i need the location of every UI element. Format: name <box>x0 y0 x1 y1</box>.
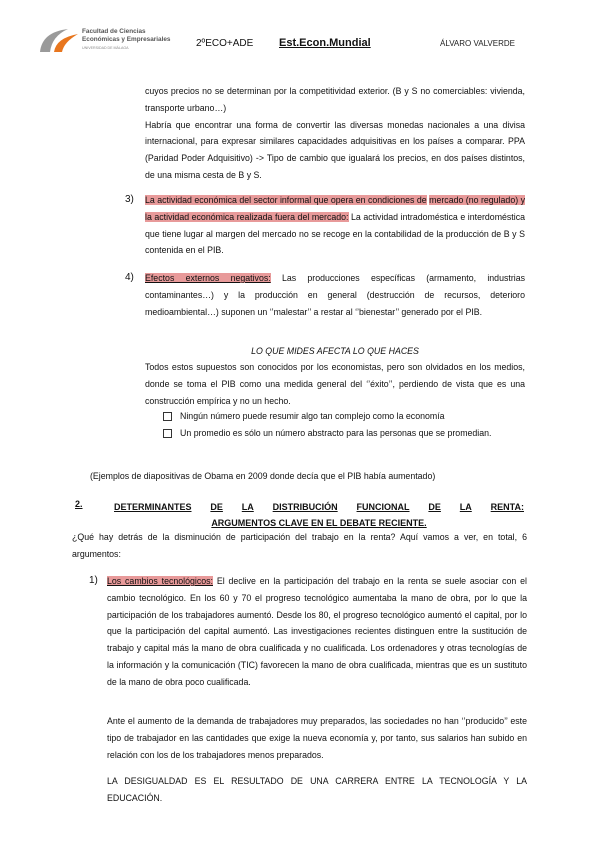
lo-que-mides-text: Todos estos supuestos son conocidos por los economistas, pero son olvidados en los medios, donde se toma el PIB como una medida general del ‘’éxito’’, perdiendo de vista que es una construcción empírica y no un hecho. <box>145 362 525 406</box>
item-4-number: 4) <box>125 272 134 283</box>
logo-subtitle: UNIVERSIDAD DE MÁLAGA <box>82 46 129 50</box>
item-3-highlight-b: mercado (no regulado) y la actividad económica realizada fuera del mercado: <box>145 195 525 222</box>
item-3-number: 3) <box>125 194 134 205</box>
item-1-highlight: Los cambios tecnológicos: <box>107 576 213 586</box>
intro-paragraph-1: cuyos precios no se determinan por la competitividad exterior. (B y S no comerciables: vivienda, transporte urbano…) <box>145 86 525 113</box>
author-name: ÁLVARO VALVERDE <box>440 39 515 48</box>
section-2-title-word: LA <box>459 502 472 512</box>
item-3-highlight-a: La actividad económica del sector informal que opera en condiciones de <box>145 195 427 205</box>
section-2-intro: ¿Qué hay detrás de la disminución de participación del trabajo en la renta? Aquí vamos a ver, en total, 6 argumentos: <box>72 532 527 559</box>
item-1-paragraph-3: LA DESIGUALDAD ES EL RESULTADO DE UNA CARRERA ENTRE LA TECNOLOGÍA Y LA EDUCACIÓN. <box>107 776 527 803</box>
section-2-title-word: LA <box>241 502 254 512</box>
item-1-number: 1) <box>89 575 98 586</box>
section-2-title-word: DE <box>210 502 223 512</box>
section-2-title-word: DE <box>428 502 441 512</box>
item-4-rest: Las producciones específicas (armamento, industrias contaminantes…) y la producción en general (destrucción de recursos, deterioro medioambiental…) suponen un ‘’malestar’’ a restar al ‘’bienestar’’ generado por el PIB. <box>145 273 525 317</box>
item-3-text <box>145 192 525 259</box>
intro-block <box>145 83 525 184</box>
section-2-title-word: DETERMINANTES <box>114 502 192 512</box>
logo-line-2: Económicas y Empresariales <box>82 36 171 43</box>
section-2-title <box>114 499 524 531</box>
bullet-1-text: Ningún número puede resumir algo tan complejo como la economía <box>180 411 445 421</box>
logo-swoosh-icon <box>38 26 80 56</box>
item-4-highlight: Efectos externos negativos: <box>145 273 271 283</box>
section-2-title-word: FUNCIONAL <box>356 502 410 512</box>
item-1-paragraph-2: Ante el aumento de la demanda de trabajadores muy preparados, las sociedades no han ‘’producido’’ este tipo de trabajador en las cantidades que exige la nueva economía y, por tanto, sus salarios han subido en relación con los de los trabajadores menos preparados. <box>107 716 527 760</box>
section-2-title-line-2: ARGUMENTOS CLAVE EN EL DEBATE RECIENTE. <box>211 518 427 528</box>
item-1-rest: El declive en la participación del trabajo en la renta se suele asociar con el cambio tecnológico. En los 60 y 70 el progreso tecnológico aumentaba la mano de obra, por lo que la participación de los trabajadores aumentó. Desde los 80, el progreso tecnológico aumentó el capital, por lo que la participación del capital aumentó. Las investigaciones recientes distinguen entre la sustitución de trabajo y capital más la mano de obra cualificada y no cualificada. Los ordenadores y otras tecnologías de la información y la comunicación (TIC) favorecen la mano de obra cualificada, mientras que es un sustituto de la mano de obra poco cualificada. <box>107 576 527 687</box>
lo-que-mides-title: LO QUE MIDES AFECTA LO QUE HACES <box>251 346 419 356</box>
section-2-title-word: DISTRIBUCIÓN <box>272 502 338 512</box>
intro-paragraph-2: Habría que encontrar una forma de convertir las diversas monedas nacionales a una divisa internacional, para expresar similares capacidades adquisitivas en los países a comparar. PPA (Paridad Poder Adquisitivo) -> Tipo de cambio que igualará los precios, en dos países distintos, de una misma cesta de B y S. <box>145 119 525 180</box>
course-code: 2ºECO+ADE <box>196 38 254 49</box>
checkbox-icon <box>163 412 172 421</box>
item-1-text <box>107 573 527 691</box>
checkbox-icon <box>163 429 172 438</box>
course-name: Est.Econ.Mundial <box>279 37 371 49</box>
item-4-text <box>145 270 525 320</box>
item-3-rest: La actividad intradoméstica e interdoméstica que tiene lugar al margen del mercado no se recoge en la contabilidad de la producción de B y S contenida en el PIB. <box>145 211 525 256</box>
logo-line-1: Facultad de Ciencias <box>82 28 146 35</box>
obama-note: (Ejemplos de diapositivas de Obama en 2009 donde decía que el PIB había aumentado) <box>90 471 436 481</box>
section-2-number: 2. <box>75 499 83 509</box>
bullet-2-text: Un promedio es sólo un número abstracto para las personas que se promedian. <box>180 428 492 438</box>
faculty-logo <box>38 24 188 58</box>
section-2-title-word: RENTA: <box>490 502 524 512</box>
